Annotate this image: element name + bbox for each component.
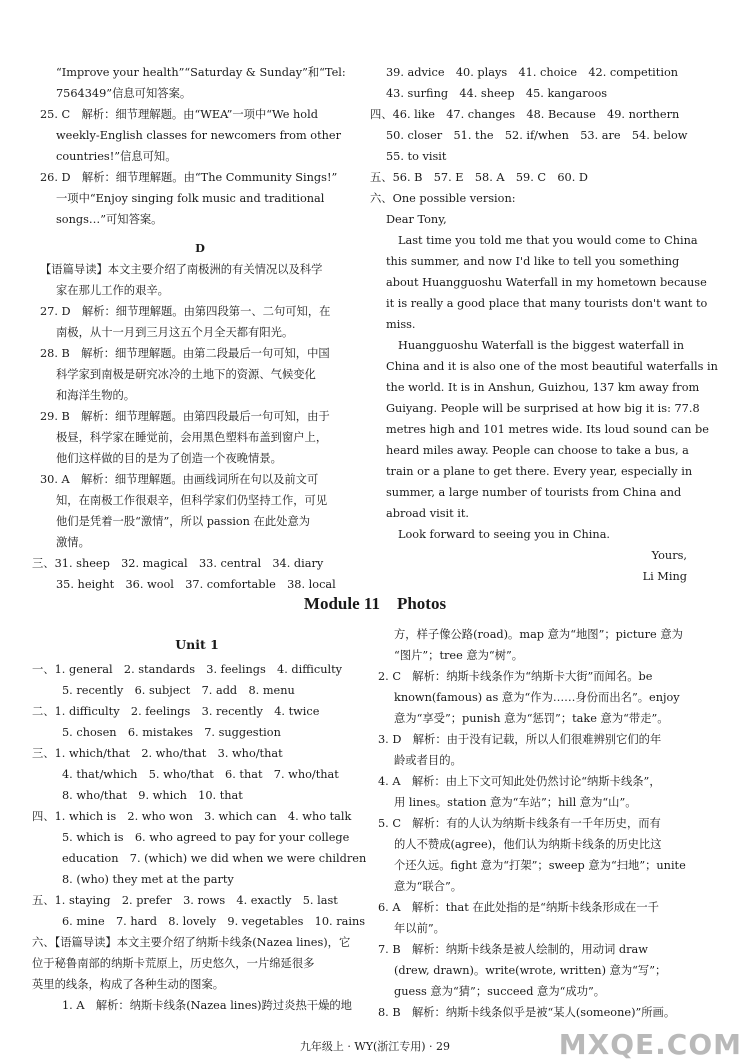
page-footer: 九年级上 · WY(浙江专用) · 29	[299, 1040, 451, 1053]
text-line: Look forward to seeing you in China.	[398, 528, 611, 541]
watermark: MXQE.COM	[558, 1028, 742, 1061]
text-line: 6. A 解析：that 在此处指的是“纳斯卡线条形成在一千	[378, 901, 659, 914]
text-line: Last time you told me that you would come to China	[398, 234, 698, 247]
text-line: 5. chosen 6. mistakes 7. suggestion	[62, 726, 281, 739]
letter-signature: Li Ming	[642, 570, 687, 583]
text-line: 方，样子像公路(road)。map 意为“地图”；picture 意为	[394, 628, 683, 641]
text-line: 三、1. which/that 2. who/that 3. who/that	[32, 747, 283, 760]
text-line: 的人不赞成(agree)，他们认为纳斯卡线条的历史比这	[394, 838, 662, 851]
text-line: 一、1. general 2. standards 3. feelings 4. difficulty	[32, 663, 343, 676]
text-line: 6. mine 7. hard 8. lovely 9. vegetables 10. rains	[62, 915, 366, 928]
text-line: about Huangguoshu Waterfall in my hometown because	[386, 276, 707, 289]
text-line: 29. B 解析：细节理解题。由第四段最后一句可知，由于	[40, 410, 330, 423]
text-line: 7. B 解析：纳斯卡线条是被人绘制的，用动词 draw	[378, 943, 648, 956]
left-column-bottom	[32, 634, 367, 1016]
text-line: 2. C 解析：纳斯卡线条作为“纳斯卡大街”而闻名。be	[378, 670, 653, 683]
text-line: 25. C 解析：细节理解题。由“WEA”一项中“We hold	[40, 108, 318, 121]
text-line: (drew, drawn)。write(wrote, written) 意为“写”；	[394, 964, 667, 977]
letter-closing: Yours,	[651, 549, 687, 562]
text-line: 8. B 解析：纳斯卡线条似乎是被“某人(someone)”所画。	[378, 1006, 676, 1019]
text-line: miss.	[386, 318, 416, 331]
text-line: Guiyang. People will be surprised at how big it is: 77.8	[386, 402, 700, 415]
text-line: it is really a good place that many tourists don't want to	[386, 297, 708, 310]
text-line: education 7. (which) we did when we were children	[62, 852, 367, 865]
text-line: 1. A 解析：纳斯卡线条(Nazea lines)跨过炎热干燥的地	[62, 999, 352, 1012]
text-line: Huangguoshu Waterfall is the biggest waterfall in	[398, 339, 685, 352]
text-line: 五、1. staying 2. prefer 3. rows 4. exactly 5. last	[32, 894, 338, 907]
text-line: 四、1. which is 2. who won 3. which can 4. who talk	[32, 810, 352, 823]
text-line: “Improve your health”“Saturday & Sunday”和“Tel:	[56, 66, 346, 79]
text-line: 英里的线条，构成了各种生动的图案。	[32, 978, 225, 991]
text-line: countries!”信息可知。	[56, 150, 177, 163]
text-line: 三、31. sheep 32. magical 33. central 34. diary	[32, 557, 324, 570]
text-line: 个还久远。fight 意为“打架”；sweep 意为“扫地”；unite	[394, 859, 686, 872]
text-line: 50. closer 51. the 52. if/when 53. are 54. below	[386, 129, 688, 142]
text-line: 4. A 解析：由上下文可知此处仍然讨论“纳斯卡线条”，	[378, 775, 661, 788]
left-column-top	[32, 62, 360, 595]
text-line: 六、【语篇导读】本文主要介绍了纳斯卡线条(Nazea lines)，它	[32, 936, 351, 949]
text-line: weekly-English classes for newcomers from other	[56, 129, 341, 142]
text-line: heard miles away. People can choose to take a bus, a	[386, 444, 689, 457]
text-line: 一项中“Enjoy singing folk music and traditional	[56, 192, 325, 205]
text-line: 意为“联合”。	[394, 880, 463, 893]
text-line: 年以前”。	[394, 922, 445, 935]
text-line: 用 lines。station 意为“车站”；hill 意为“山”。	[394, 796, 637, 809]
text-line: 8. who/that 9. which 10. that	[62, 789, 243, 802]
text-line: 35. height 36. wool 37. comfortable 38. local	[56, 578, 336, 591]
module-title: Module 11 Photos	[303, 594, 447, 613]
text-line: 5. recently 6. subject 7. add 8. menu	[62, 684, 295, 697]
text-line: 27. D 解析：细节理解题。由第四段第一、二句可知，在	[40, 305, 331, 318]
text-line: 科学家到南极是研究冰冷的土地下的资源、气候变化	[56, 368, 316, 381]
text-line: 【语篇导读】本文主要介绍了南极洲的有关情况以及科学	[40, 263, 323, 276]
text-line: 和海洋生物的。	[56, 389, 136, 402]
text-line: 7564349”信息可知答案。	[56, 87, 192, 100]
text-line: 5. C 解析：有的人认为纳斯卡线条有一千年历史，而有	[378, 817, 661, 830]
text-line: 家在那儿工作的艰辛。	[56, 284, 169, 297]
text-line: 二、1. difficulty 2. feelings 3. recently 4. twice	[32, 705, 320, 718]
text-line: 3. D 解析：由于没有记载，所以人们很难辨别它们的年	[378, 733, 662, 746]
text-line: 28. B 解析：细节理解题。由第二段最后一句可知，中国	[40, 347, 330, 360]
text-line: 他们是凭着一股“激情”，所以 passion 在此处意为	[56, 515, 311, 528]
text-line: 四、46. like 47. changes 48. Because 49. northern	[370, 108, 680, 121]
right-column-top	[370, 62, 718, 587]
text-line: 五、56. B 57. E 58. A 59. C 60. D	[370, 171, 588, 184]
text-line: songs…”可知答案。	[56, 213, 163, 226]
text-line: known(famous) as 意为“作为……身份而出名”。enjoy	[394, 691, 680, 704]
text-line: guess 意为“猜”；succeed 意为“成功”。	[394, 985, 606, 998]
text-line: 他们这样做的目的是为了创造一个夜晚情景。	[56, 452, 282, 465]
text-line: 30. A 解析：细节理解题。由画线词所在句以及前文可	[40, 473, 319, 486]
text-line: 43. surfing 44. sheep 45. kangaroos	[386, 87, 608, 100]
text-line: 意为“享受”；punish 意为“惩罚”；take 意为“带走”。	[394, 712, 669, 725]
text-line: 六、One possible version:	[370, 192, 516, 205]
text-line: 知，在南极工作很艰辛，但科学家们仍坚持工作，可见	[56, 494, 328, 507]
text-line: 南极，从十一月到三月这五个月全天都有阳光。	[56, 326, 294, 339]
text-line: China and it is also one of the most beautiful waterfalls in	[386, 360, 718, 373]
letter-greeting: Dear Tony,	[386, 213, 447, 226]
text-line: 39. advice 40. plays 41. choice 42. competition	[386, 66, 679, 79]
right-column-bottom	[378, 624, 713, 1023]
text-line: 55. to visit	[386, 150, 447, 163]
text-line: 位于秘鲁南部的纳斯卡荒原上，历史悠久，一片绵延很多	[32, 957, 315, 970]
text-line: abroad visit it.	[386, 507, 470, 520]
text-line: this summer, and now I'd like to tell you something	[386, 255, 680, 268]
text-line: 26. D 解析：细节理解题。由“The Community Sings!”	[40, 171, 338, 184]
text-line: the world. It is in Anshun, Guizhou, 137 km away from	[386, 381, 700, 394]
text-line: 8. (who) they met at the party	[62, 873, 234, 886]
text-line: 4. that/which 5. who/that 6. that 7. who/that	[62, 768, 339, 781]
text-line: 5. which is 6. who agreed to pay for your college	[62, 831, 350, 844]
unit-title: Unit 1	[175, 637, 219, 652]
text-line: “图片”；tree 意为“树”。	[394, 649, 524, 662]
text-line: train or a plane to get there. Every year, especially in	[386, 465, 693, 478]
text-line: summer, a large number of tourists from China and	[386, 486, 682, 499]
text-line: metres high and 101 metres wide. Its loud sound can be	[386, 423, 709, 436]
section-heading: D	[195, 241, 205, 255]
text-line: 龄或者目的。	[394, 754, 462, 767]
text-line: 激情。	[56, 536, 90, 549]
text-line: 极昼，科学家在睡觉前，会用黑色塑料布盖到窗户上，	[56, 431, 328, 444]
